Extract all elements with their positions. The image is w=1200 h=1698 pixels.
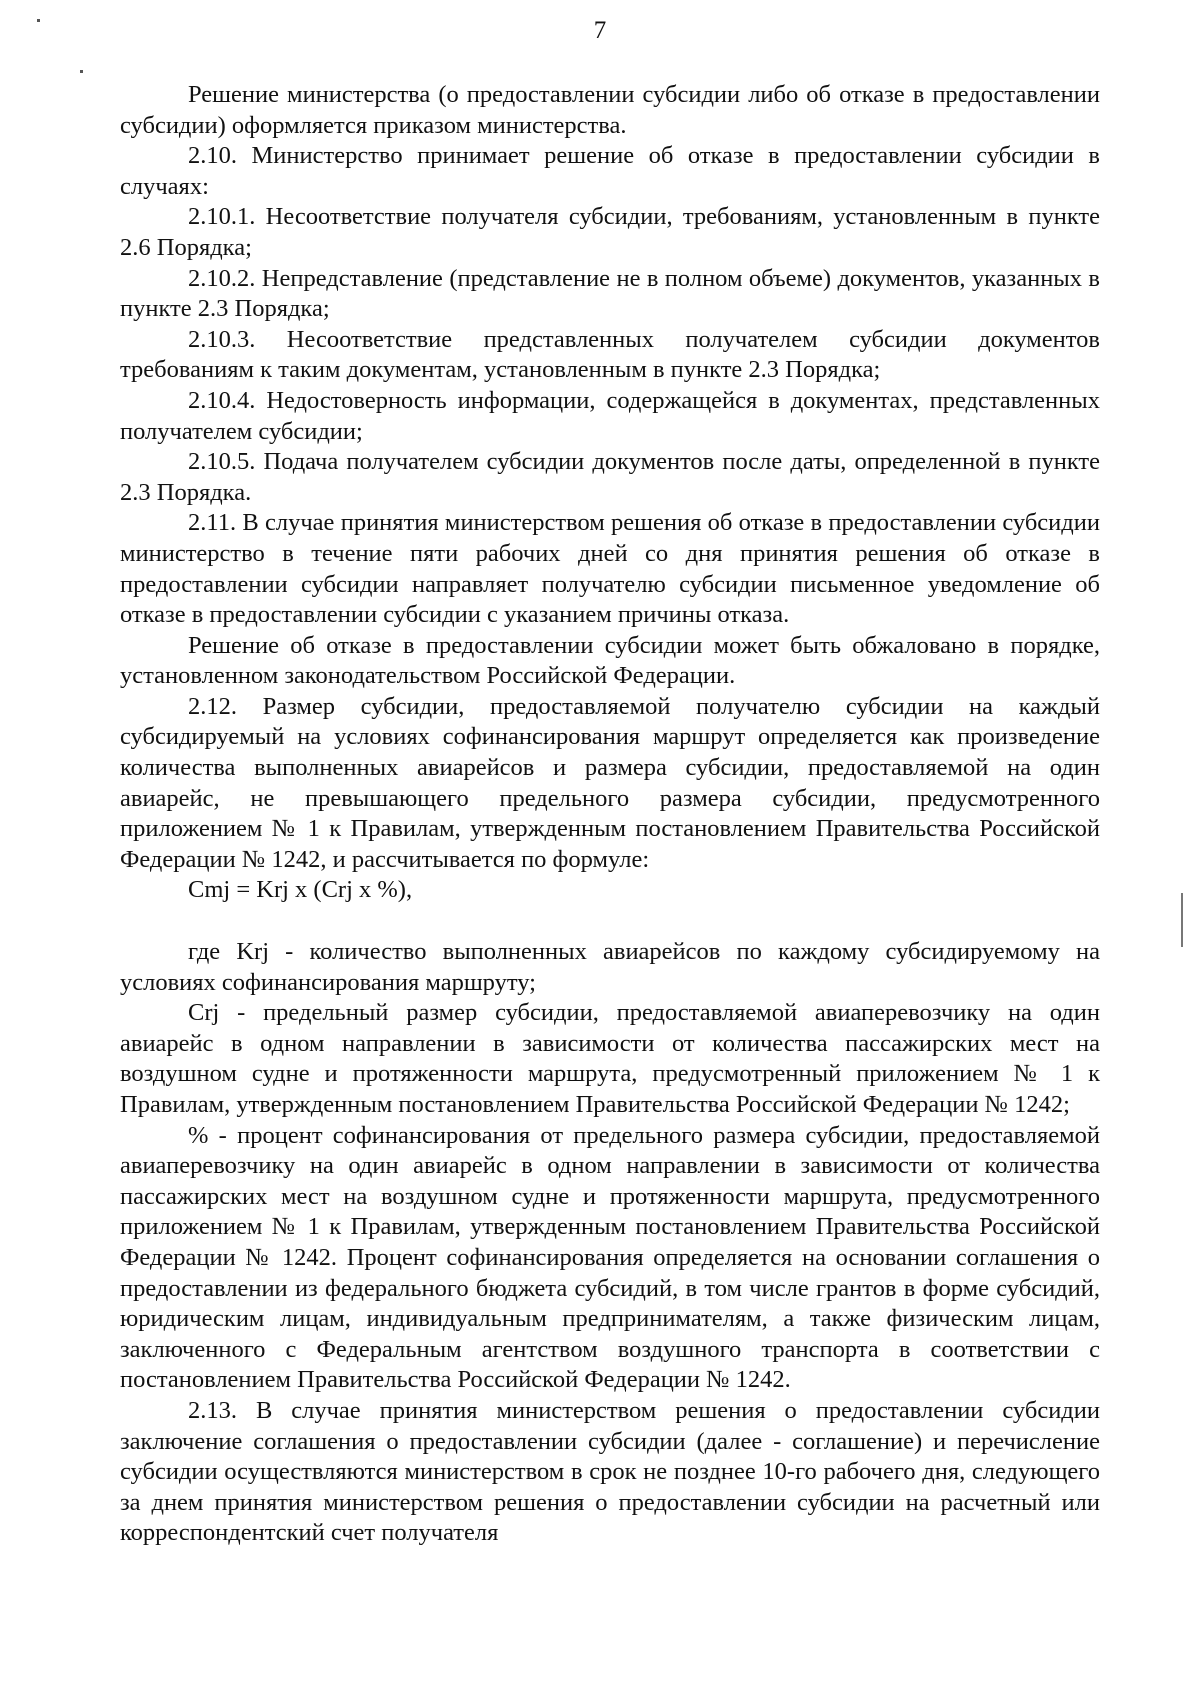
subsidy-formula: Cmj = Krj x (Crj x %), [188,876,413,904]
paragraph-2-10-2: 2.10.2. Непредставление (представление не в полном объеме) документов, указанных в пункте 2.3 Порядка; [120,264,1100,323]
scan-edge-mark [1181,893,1183,947]
paragraph-2-10-3: 2.10.3. Несоответствие представленных получателем субсидии документов требованиям к таким документам, установленным в пункте 2.3 Порядка; [120,325,1100,384]
page-number: 7 [593,17,607,44]
paragraph-krj-definition: где Krj - количество выполненных авиарейсов по каждому субсидируемому на условиях софинансирования маршруту; [120,938,1100,996]
paragraph-2-10-4: 2.10.4. Недостоверность информации, содержащейся в документах, представленных получателем субсидии; [120,386,1100,445]
paragraph-2-11: 2.11. В случае принятия министерством решения об отказе в предоставлении субсидии министерство в течение пяти рабочих дней со дня принятия решения об отказе в предоставлении субсидии направляет получателю субсидии письменное уведомление об отказе в предоставлении субсидии с указанием причины отказа. [120,509,1100,629]
paragraph-2-10-5: 2.10.5. Подача получателем субсидии документов после даты, определенной в пункте 2.3 Порядка. [120,448,1100,506]
paragraph-appeal: Решение об отказе в предоставлении субсидии может быть обжаловано в порядке, установленном законодательством Российской Федерации. [120,631,1100,690]
paragraph-2-13: 2.13. В случае принятия министерством решения о предоставлении субсидии заключение соглашения о предоставлении субсидии (далее - соглашение) и перечисление субсидии осуществляются министерством в срок не позднее 10-го рабочего дня, следующего за днем принятия министерством решения о предоставлении субсидии на расчетный или корреспондентский счет получателя [120,1396,1100,1547]
paragraph-percent-definition: % - процент софинансирования от предельного размера субсидии, предоставляемой авиаперевозчику на один авиарейс в одном направлении в зависимости от количества пассажирских мест на воздушном судне и протяженности маршрута, предусмотренного приложением № 1 к Правилам, утвержденным постановлением Правительства Российской Федерации № 1242. Процент софинансирования определяется на основании соглашения о предоставлении из федерального бюджета субсидий, в том числе грантов в форме субсидий, юридическим лицам, индивидуальным предпринимателям, а также физическим лицам, заключенного с Федеральным агентством воздушного транспорта в соответствии с постановлением Правительства Российской Федерации № 1242. [120,1121,1100,1394]
paragraph-2-10-1: 2.10.1. Несоответствие получателя субсидии, требованиям, установленным в пункте 2.6 Порядка; [120,203,1100,261]
paragraph-crj-definition: Crj - предельный размер субсидии, предоставляемой авиаперевозчику на один авиарейс в одном направлении в зависимости от количества пассажирских мест на воздушном судне и протяженности маршрута, предусмотренный приложением № 1 к Правилам, утвержденным постановлением Правительства Российской Федерации № 1242; [120,999,1100,1118]
document-body [120,80,1100,1549]
paragraph-2-10: 2.10. Министерство принимает решение об отказе в предоставлении субсидии в случаях: [120,142,1100,200]
paragraph-2-12: 2.12. Размер субсидии, предоставляемой получателю субсидии на каждый субсидируемый на условиях софинансирования маршрут определяется как произведение количества выполненных авиарейсов и размера субсидии, предоставляемой на один авиарейс, не превышающего предельного размера субсидии, предусмотренного приложением № 1 к Правилам, утвержденным постановлением Правительства Российской Федерации № 1242, и рассчитывается по формуле: [120,692,1100,873]
paragraph-decision-form: Решение министерства (о предоставлении субсидии либо об отказе в предоставлении субсидии) оформляется приказом министерства. [120,81,1100,139]
scan-speck [80,70,83,73]
